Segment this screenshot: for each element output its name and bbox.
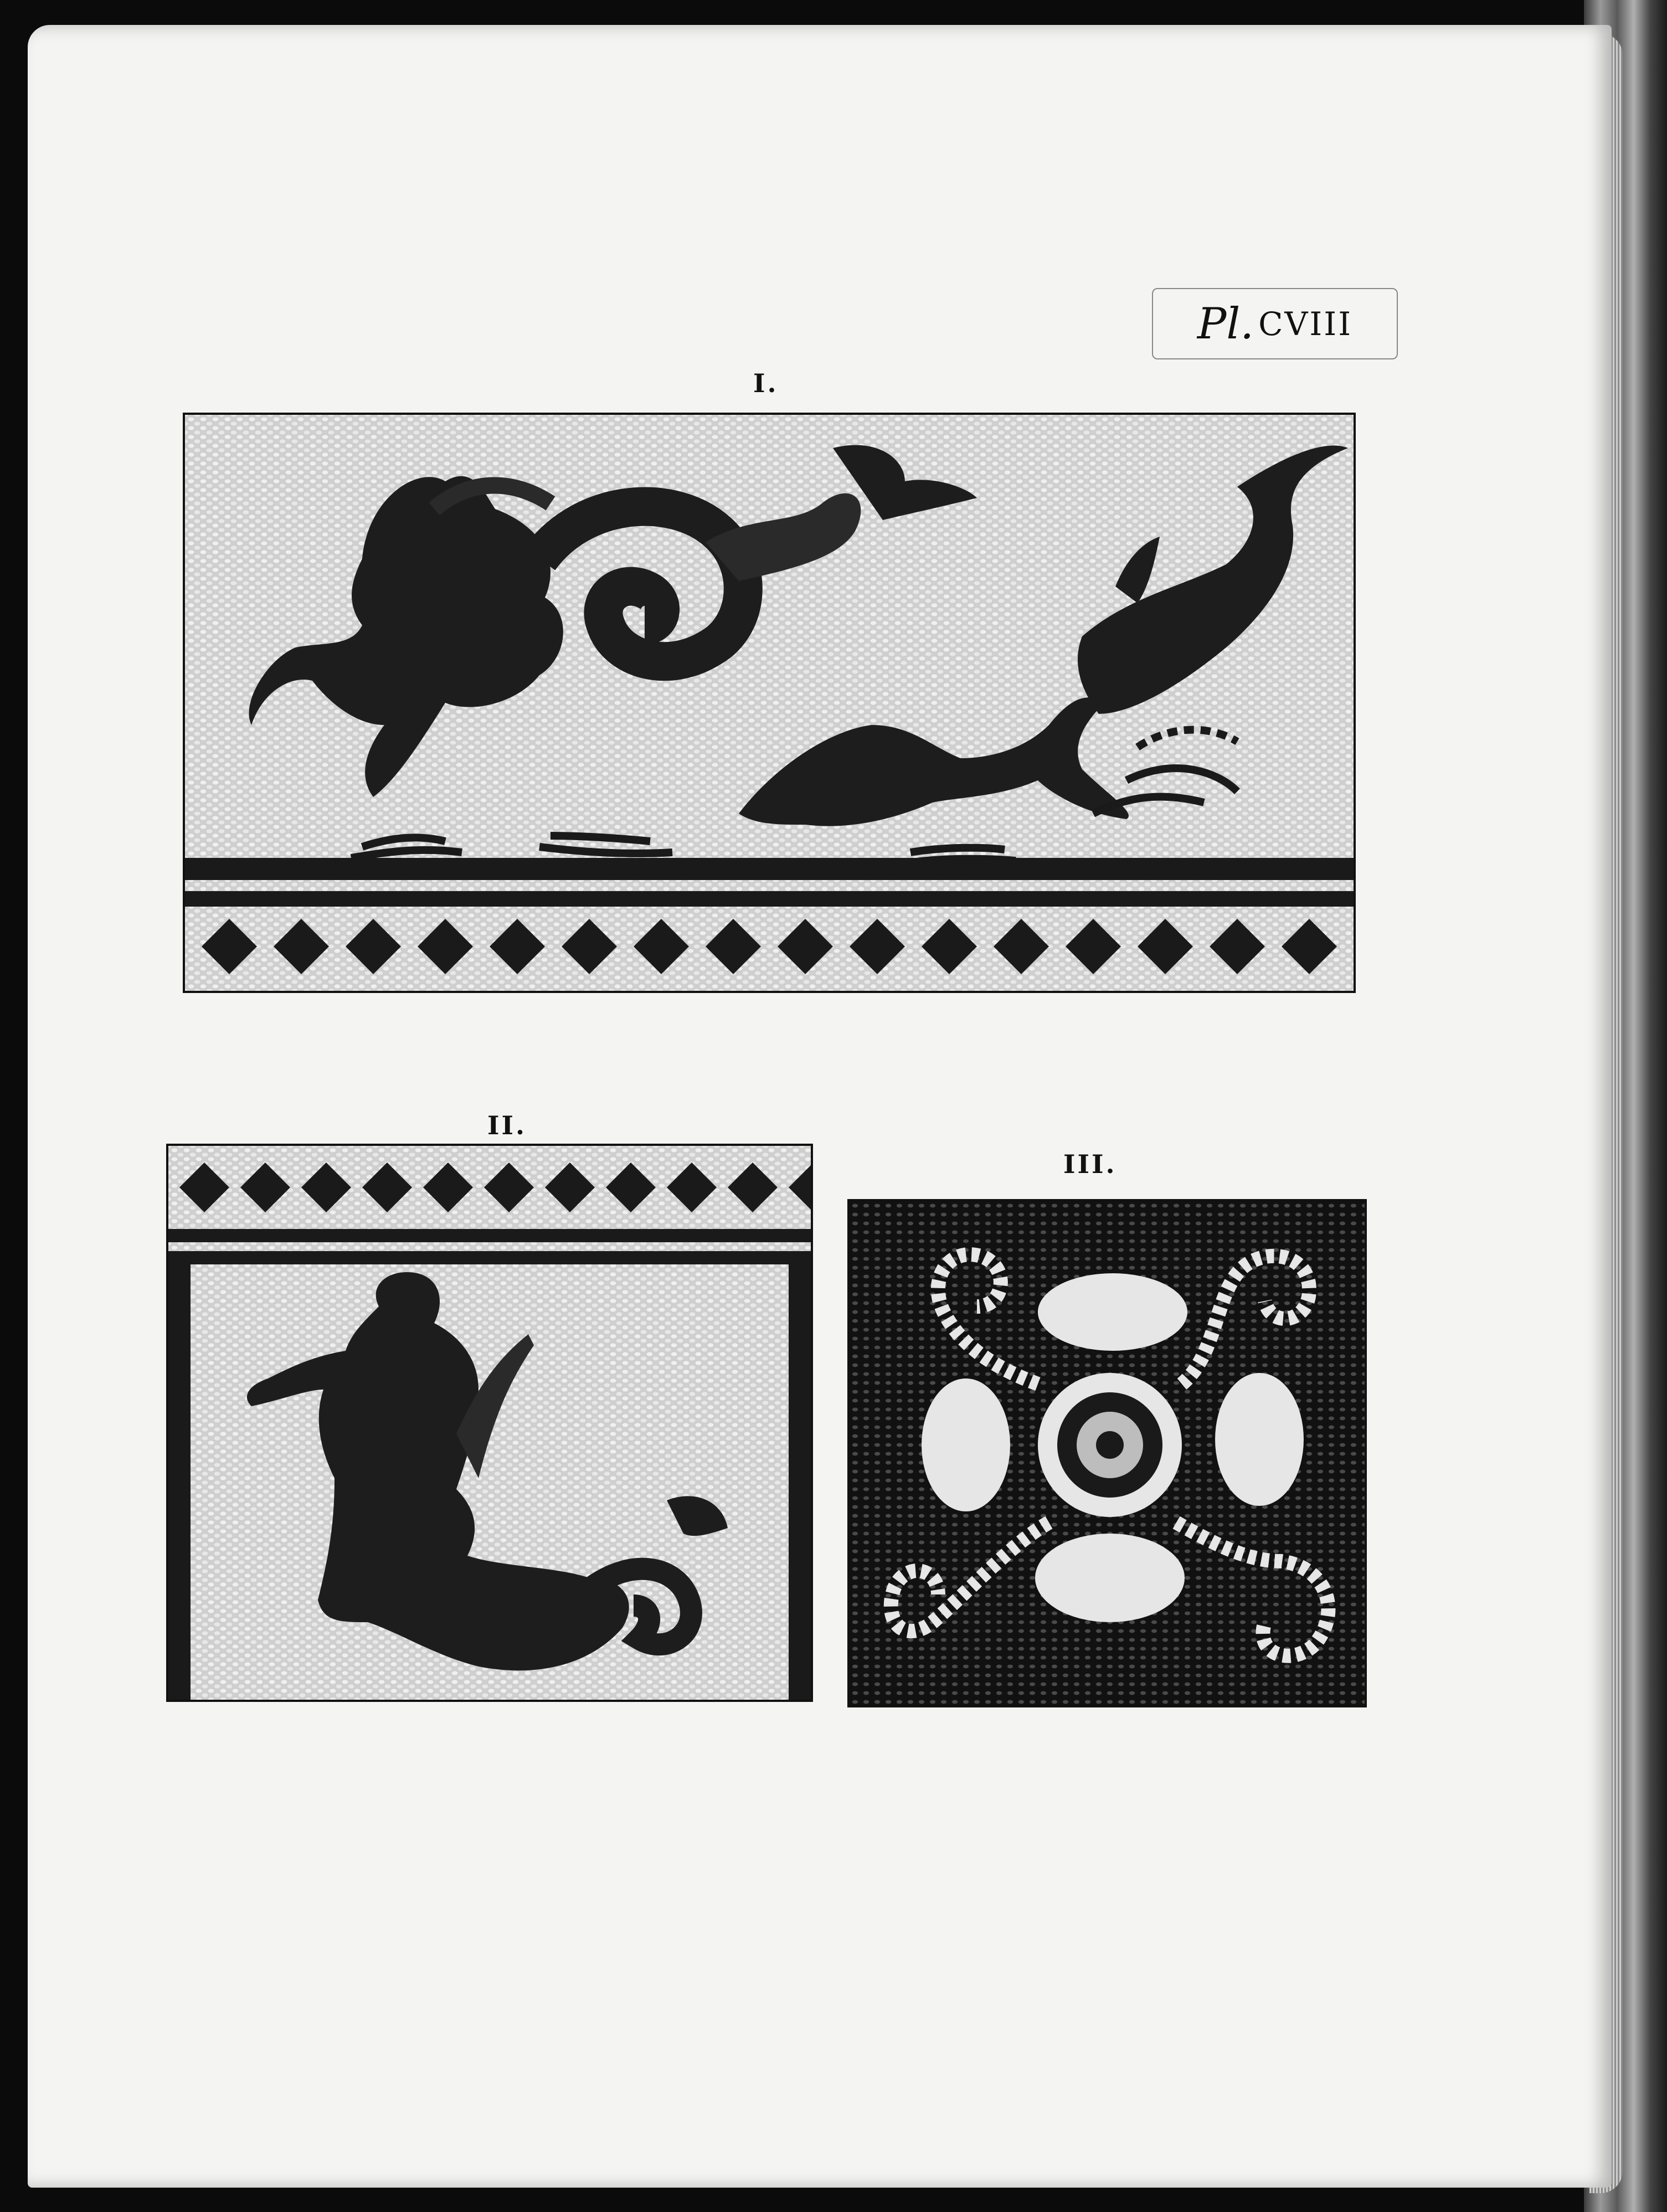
mosaic-diamond [778,919,833,974]
triton-border-right [789,1251,811,1700]
mosaic-diamond [490,919,545,974]
hippocamp-horse [249,476,563,797]
mosaic-diamond [922,919,977,974]
petal-top [1038,1273,1187,1351]
mosaic-diamond [1066,919,1121,974]
mosaic-diamond [994,919,1049,974]
plate-number [1152,288,1398,359]
figure-3-rosette-mosaic [847,1199,1367,1707]
plate-prefix: Pl. [1197,299,1254,349]
figure-1-drawing [185,415,1354,991]
mosaic-diamond [179,1162,229,1212]
scroll-top-right [1182,1256,1309,1384]
dolphin-upper-fin [1115,537,1160,603]
petal-left [922,1378,1010,1511]
mosaic-diamond [346,919,401,974]
mosaic-diamond [606,1162,656,1212]
triton-border-top [168,1229,811,1242]
book-page [28,25,1612,2188]
frieze-band-lower [185,891,1354,907]
figure-label-2: II. [487,1110,527,1140]
mosaic-diamond [484,1162,534,1212]
rosette-center [1038,1373,1182,1517]
mosaic-diamond [301,1162,351,1212]
frieze-band-upper [185,858,1354,880]
mosaic-diamond [545,1162,595,1212]
mosaic-diamond [362,1162,412,1212]
mosaic-diamond [1282,919,1337,974]
mosaic-diamond [274,919,329,974]
triton-border-mid [168,1251,811,1264]
petal-right [1215,1373,1304,1506]
dolphin-lower [739,697,1129,826]
mosaic-diamond [1138,919,1193,974]
triton-tail-fin [667,1496,728,1536]
mosaic-diamond [1210,919,1265,974]
hippocamp-tail [539,507,743,662]
mosaic-diamond [634,919,689,974]
mosaic-diamond [728,1162,778,1212]
figure-label-1: I. [753,368,779,398]
mosaic-diamond [667,1162,717,1212]
mosaic-diamond [423,1162,473,1212]
triton-diamond-row [179,1162,811,1212]
hippocamp-fin [706,493,861,581]
mosaic-diamond [706,919,761,974]
mosaic-diamond [202,919,257,974]
triton-body [247,1272,629,1670]
mosaic-diamond [240,1162,290,1212]
frieze-diamond-row [202,919,1337,974]
scroll-top-left [938,1254,1038,1384]
figure-2-triton-mosaic [166,1144,813,1702]
figure-3-drawing [850,1201,1365,1705]
mosaic-diamond [850,919,905,974]
scroll-bottom-left [891,1522,1049,1631]
mosaic-diamond [789,1162,811,1212]
mosaic-diamond [418,919,473,974]
figure-2-drawing [168,1146,811,1700]
dolphin-upper [1078,445,1348,714]
triton-border-left [168,1251,191,1700]
plate-roman-number: CVIII [1258,305,1353,343]
scroll-bottom-right [1176,1522,1328,1656]
mosaic-diamond [562,919,617,974]
figure-1-sea-creatures-mosaic [183,413,1356,993]
figure-label-3: III. [1063,1149,1117,1179]
petal-bottom [1035,1534,1185,1622]
